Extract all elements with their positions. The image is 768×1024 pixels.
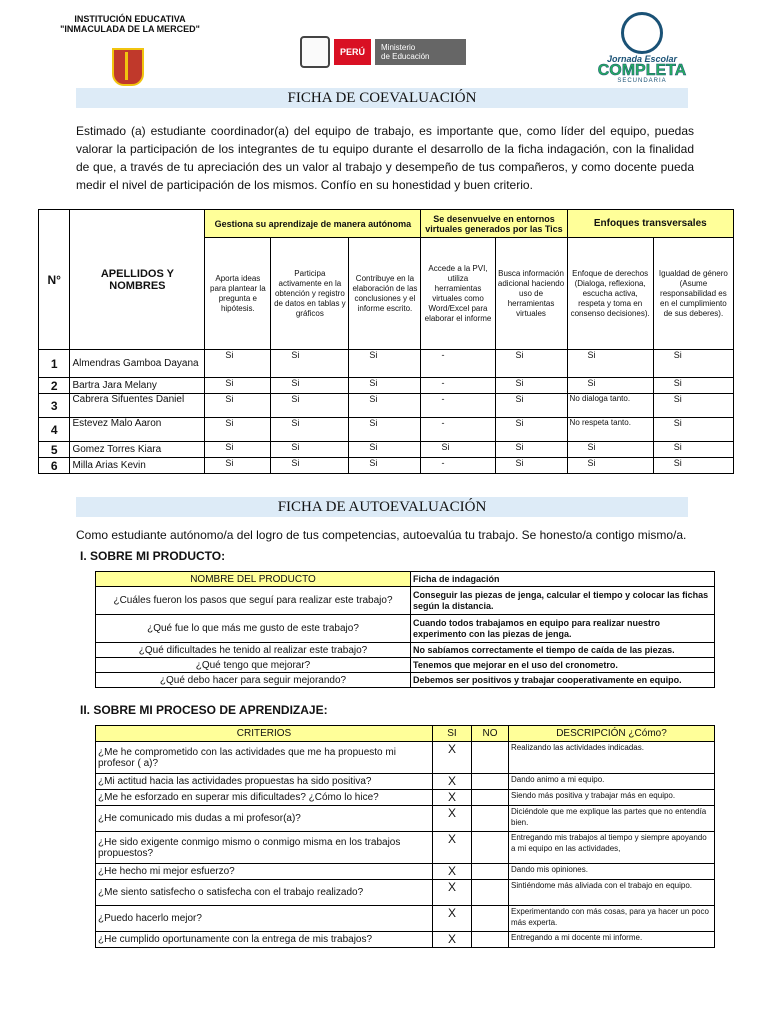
- criteria-table: [95, 725, 715, 948]
- row-number: 2: [39, 378, 70, 394]
- cell: Si: [495, 394, 567, 418]
- row-number: 1: [39, 350, 70, 378]
- criterion: ¿Mi actitud hacia las actividades propuestas ha sido positiva?: [96, 774, 433, 790]
- sub-header-1: Aporta ideas para plantear la pregunta e hipótesis.: [205, 238, 271, 350]
- cell: Si: [271, 378, 349, 394]
- col-name-header: APELLIDOS Y NOMBRES: [70, 210, 205, 350]
- description: Experimentando con más cosas, para ya hacer un poco más experta.: [509, 906, 715, 932]
- no-mark: [472, 906, 509, 932]
- row-number: 3: [39, 394, 70, 418]
- description: Dando mis opiniones.: [509, 864, 715, 880]
- table-row: [96, 673, 715, 688]
- sub-header-5: Busca información adicional haciendo uso de herramientas virtuales: [495, 238, 567, 350]
- row-number: 6: [39, 458, 70, 474]
- sub-header-7: Igualdad de género (Asume responsabilidad es en el cumplimiento de sus deberes).: [653, 238, 733, 350]
- si-mark: X: [433, 932, 472, 948]
- si-mark: X: [433, 790, 472, 806]
- cell: Si: [271, 442, 349, 458]
- table-row: [96, 932, 715, 948]
- institution-line2: "INMACULADA DE LA MERCED": [60, 24, 200, 34]
- no-mark: [472, 742, 509, 774]
- student-name: Cabrera Sifuentes Daniel: [70, 394, 205, 418]
- minedu-logo: [300, 36, 466, 68]
- coeval-title: FICHA DE COEVALUACIÓN: [76, 88, 688, 108]
- cell: -: [421, 378, 495, 394]
- si-mark: X: [433, 806, 472, 832]
- cell: Si: [421, 442, 495, 458]
- peru-crest-icon: [300, 36, 330, 68]
- table-row: [96, 790, 715, 806]
- product-answer: Debemos ser positivos y trabajar cooperativamente en equipo.: [411, 673, 715, 688]
- product-name-header: NOMBRE DEL PRODUCTO: [96, 572, 411, 587]
- table-row: [96, 774, 715, 790]
- no-mark: [472, 864, 509, 880]
- sub-header-2: Participa activamente en la obtención y registro de datos en tablas y gráficos: [271, 238, 349, 350]
- product-question: ¿Qué tengo que mejorar?: [96, 658, 411, 673]
- cell: -: [421, 458, 495, 474]
- si-mark: X: [433, 832, 472, 864]
- cell: Si: [205, 458, 271, 474]
- description: Entregando mis trabajos al tiempo y siempre apoyando a mi equipo en las actividades,: [509, 832, 715, 864]
- no-mark: [472, 774, 509, 790]
- cell: Si: [349, 458, 421, 474]
- criterion: ¿Puedo hacerlo mejor?: [96, 906, 433, 932]
- criterion: ¿He hecho mi mejor esfuerzo?: [96, 864, 433, 880]
- student-name: Estevez Malo Aaron: [70, 418, 205, 442]
- coeval-table: [38, 209, 734, 474]
- product-question: ¿Qué debo hacer para seguir mejorando?: [96, 673, 411, 688]
- cell: Si: [349, 418, 421, 442]
- autoeval-intro: Como estudiante autónomo/a del logro de tus competencias, autoevalúa tu trabajo. Se honesto/a contigo mismo/a.: [76, 528, 687, 542]
- coeval-intro: Estimado (a) estudiante coordinador(a) del equipo de trabajo, es importante que, como líder del equipo, puedas valorar la participación de los integrantes de tu equipo durante el desarrollo de la ficha indagación, con la finalidad de que, a través de tu apreciación des un valor al trabajo y desempeño de tus compañeros, y como docente pueda medir el nivel de participación de los mismos. Confío en su honestidad y buen criterio.: [76, 124, 694, 192]
- table-row: [96, 658, 715, 673]
- no-header: NO: [472, 726, 509, 742]
- ministry-label: [375, 39, 465, 65]
- student-name: Bartra Jara Melany: [70, 378, 205, 394]
- school-shield-logo: [112, 48, 144, 86]
- description: Sintiéndome más aliviada con el trabajo en equipo.: [509, 880, 715, 906]
- table-row: [96, 742, 715, 774]
- cell: Si: [653, 418, 733, 442]
- row-number: 4: [39, 418, 70, 442]
- cell: -: [421, 418, 495, 442]
- cell: Si: [567, 378, 653, 394]
- no-mark: [472, 832, 509, 864]
- cell: Si: [653, 458, 733, 474]
- table-row: [96, 587, 715, 615]
- jec-top-label: Jornada Escolar: [606, 54, 678, 64]
- cell: Si: [495, 378, 567, 394]
- ministry-line2: de Educación: [381, 52, 430, 61]
- jec-mid-label: COMPLETA: [597, 62, 687, 79]
- table-row: [96, 906, 715, 932]
- si-mark: X: [433, 880, 472, 906]
- table-row: [39, 442, 734, 458]
- description: Diciéndole que me explique las partes que no entendía bien.: [509, 806, 715, 832]
- sub-header-4: Accede a la PVI, utiliza herramientas virtuales como Word/Excel para elaborar el informe: [421, 238, 495, 350]
- ministry-line1: Ministerio: [381, 43, 416, 52]
- cell: Si: [653, 442, 733, 458]
- criterion: ¿Me he comprometido con las actividades que me ha propuesto mi profesor ( a)?: [96, 742, 433, 774]
- description: Realizando las actividades indicadas.: [509, 742, 715, 774]
- cell: Si: [205, 418, 271, 442]
- product-answer: Tenemos que mejorar en el uso del cronometro.: [411, 658, 715, 673]
- product-answer: Cuando todos trabajamos en equipo para realizar nuestro experimento con las piezas de jenga.: [411, 615, 715, 643]
- si-mark: X: [433, 742, 472, 774]
- description: Siendo más positiva y trabajar más en equipo.: [509, 790, 715, 806]
- product-question: ¿Qué dificultades he tenido al realizar este trabajo?: [96, 643, 411, 658]
- cell: Si: [567, 442, 653, 458]
- section-process-heading: II. SOBRE MI PROCESO DE APRENDIZAJE:: [80, 703, 328, 717]
- criterion: ¿Me he esforzado en superar mis dificultades? ¿Cómo lo hice?: [96, 790, 433, 806]
- cell: Si: [271, 394, 349, 418]
- student-name: Gomez Torres Kiara: [70, 442, 205, 458]
- cell: Si: [205, 350, 271, 378]
- cell: Si: [271, 350, 349, 378]
- table-row: [39, 350, 734, 378]
- table-row: [96, 615, 715, 643]
- table-row: [39, 418, 734, 442]
- criterion: ¿He cumplido oportunamente con la entrega de mis trabajos?: [96, 932, 433, 948]
- group-transversal-header: Enfoques transversales: [567, 210, 733, 238]
- si-header: SI: [433, 726, 472, 742]
- cell: Si: [349, 350, 421, 378]
- si-mark: X: [433, 906, 472, 932]
- product-answer: Conseguir las piezas de jenga, calcular el tiempo y colocar las fichas según la distancia.: [411, 587, 715, 615]
- product-question: ¿Cuáles fueron los pasos que seguí para realizar este trabajo?: [96, 587, 411, 615]
- cell: Si: [271, 418, 349, 442]
- product-table: [95, 571, 715, 688]
- cell: Si: [349, 394, 421, 418]
- cell: Si: [495, 418, 567, 442]
- cell: Si: [205, 378, 271, 394]
- autoeval-title: FICHA DE AUTOEVALUACIÓN: [76, 497, 688, 517]
- table-row: [96, 880, 715, 906]
- cell: Si: [653, 378, 733, 394]
- table-row: [96, 806, 715, 832]
- no-mark: [472, 806, 509, 832]
- description: Dando animo a mi equipo.: [509, 774, 715, 790]
- peru-label: PERÚ: [334, 39, 371, 65]
- table-row: [96, 864, 715, 880]
- sub-header-3: Contribuye en la elaboración de las conclusiones y el informe escrito.: [349, 238, 421, 350]
- cell: Si: [205, 442, 271, 458]
- table-row: [39, 394, 734, 418]
- criterion: ¿Me siento satisfecho o satisfecha con el trabajo realizado?: [96, 880, 433, 906]
- cell: Si: [349, 442, 421, 458]
- document-header: [0, 8, 768, 84]
- table-row: [96, 643, 715, 658]
- sub-header-6: Enfoque de derechos (Dialoga, reflexiona, escucha activa, respeta y toma en consenso decisiones).: [567, 238, 653, 350]
- cell: Si: [567, 458, 653, 474]
- table-row: [96, 832, 715, 864]
- si-mark: X: [433, 774, 472, 790]
- student-name: Almendras Gamboa Dayana: [70, 350, 205, 378]
- group-virtual-header: Se desenvuelve en entornos virtuales generados por las Tics: [421, 210, 567, 238]
- table-row: [39, 378, 734, 394]
- row-number: 5: [39, 442, 70, 458]
- cell: Si: [653, 394, 733, 418]
- clock-icon: [621, 12, 663, 54]
- section-product-heading: I. SOBRE MI PRODUCTO:: [80, 549, 226, 563]
- cell: Si: [495, 458, 567, 474]
- no-mark: [472, 932, 509, 948]
- institution-line1: INSTITUCIÓN EDUCATIVA: [74, 14, 186, 24]
- description: Entregando a mi docente mi informe.: [509, 932, 715, 948]
- cell: Si: [653, 350, 733, 378]
- cell: Si: [495, 442, 567, 458]
- cell: No respeta tanto.: [567, 418, 653, 442]
- jec-logo: [592, 12, 692, 82]
- criterion: ¿He comunicado mis dudas a mi profesor(a)?: [96, 806, 433, 832]
- product-name-value: Ficha de indagación: [411, 572, 715, 587]
- institution-name: [60, 14, 200, 34]
- student-name: Milla Arias Kevin: [70, 458, 205, 474]
- no-mark: [472, 880, 509, 906]
- table-row: [39, 458, 734, 474]
- cell: Si: [271, 458, 349, 474]
- product-question: ¿Qué fue lo que más me gusto de este trabajo?: [96, 615, 411, 643]
- cell: Si: [205, 394, 271, 418]
- cell: -: [421, 350, 495, 378]
- no-mark: [472, 790, 509, 806]
- criteria-header: CRITERIOS: [96, 726, 433, 742]
- cell: Si: [495, 350, 567, 378]
- group-autonomous-header: Gestiona su aprendizaje de manera autónoma: [205, 210, 421, 238]
- description-header: DESCRIPCIÓN ¿Cómo?: [509, 726, 715, 742]
- product-answer: No sabíamos correctamente el tiempo de caída de las piezas.: [411, 643, 715, 658]
- cell: Si: [567, 350, 653, 378]
- cell: No dialoga tanto.: [567, 394, 653, 418]
- cell: Si: [349, 378, 421, 394]
- jec-bottom-label: SECUNDARIA: [617, 78, 667, 84]
- criterion: ¿He sido exigente conmigo mismo o conmigo misma en los trabajos propuestos?: [96, 832, 433, 864]
- col-number-header: N°: [39, 210, 70, 350]
- cell: -: [421, 394, 495, 418]
- si-mark: X: [433, 864, 472, 880]
